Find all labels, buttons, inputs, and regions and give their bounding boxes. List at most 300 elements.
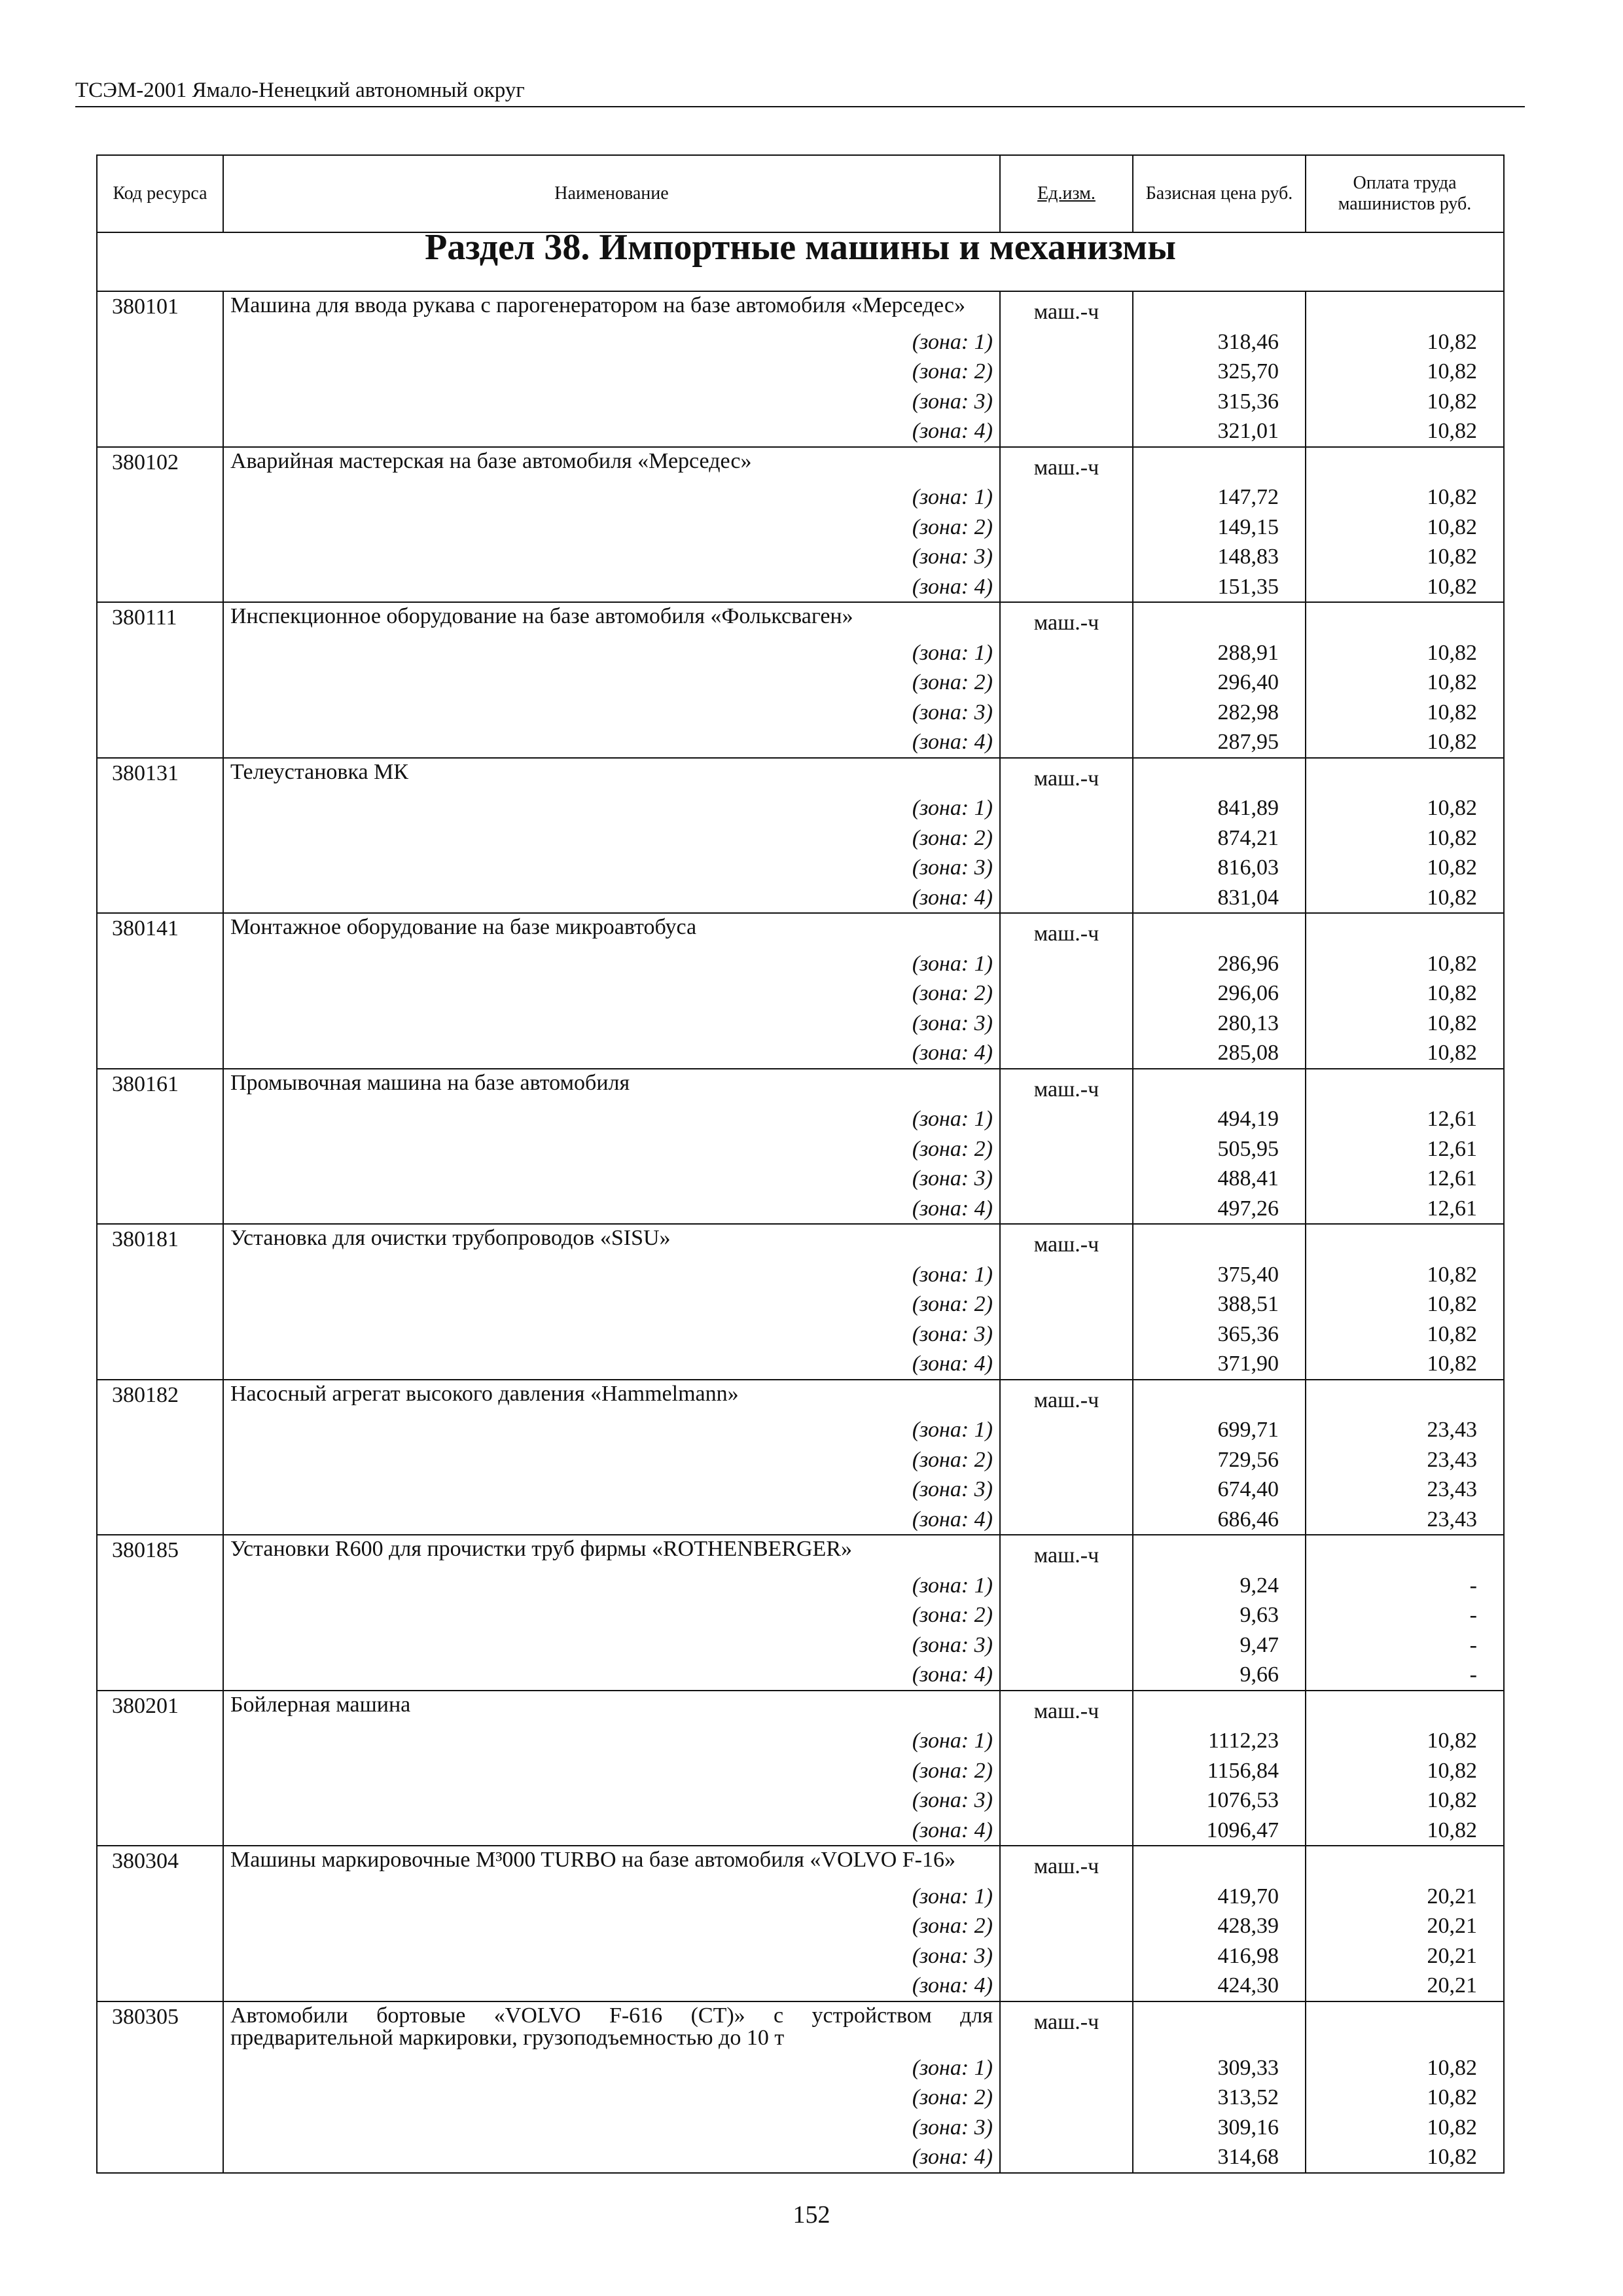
operator-pay: 10,82 [1306, 512, 1504, 543]
zone-code-empty [97, 2142, 223, 2173]
zone-code-empty [97, 1319, 223, 1350]
table-row [97, 1846, 1504, 1882]
base-price: 831,04 [1133, 883, 1306, 914]
resource-pay-empty [1306, 1069, 1504, 1105]
base-price: 296,40 [1133, 668, 1306, 698]
zone-row [97, 1260, 1504, 1290]
zone-label: (зона: 1) [223, 793, 1000, 823]
zone-code-empty [97, 357, 223, 387]
zone-code-empty [97, 482, 223, 512]
operator-pay: 20,21 [1306, 1911, 1504, 1941]
base-price: 149,15 [1133, 512, 1306, 543]
table-row [97, 913, 1504, 949]
zone-row [97, 1726, 1504, 1756]
resource-unit: маш.-ч [1000, 291, 1133, 327]
zone-code-empty [97, 1475, 223, 1505]
zone-code-empty [97, 823, 223, 853]
operator-pay: 10,82 [1306, 357, 1504, 387]
zone-label: (зона: 4) [223, 1194, 1000, 1225]
zone-row [97, 542, 1504, 572]
table-header [97, 155, 1504, 232]
zone-code-empty [97, 1785, 223, 1816]
zone-label: (зона: 1) [223, 1882, 1000, 1912]
resource-item [97, 1380, 1504, 1535]
zone-unit-empty [1000, 357, 1133, 387]
resource-name-cell [223, 291, 1000, 327]
zone-label: (зона: 4) [223, 572, 1000, 603]
zone-code-empty [97, 1415, 223, 1445]
operator-pay: 10,82 [1306, 1289, 1504, 1319]
zone-row [97, 2053, 1504, 2083]
zone-row [97, 1134, 1504, 1164]
zone-unit-empty [1000, 1571, 1133, 1601]
resource-price-empty [1133, 602, 1306, 638]
base-price: 9,66 [1133, 1660, 1306, 1691]
zone-unit-empty [1000, 2142, 1133, 2173]
zone-unit-empty [1000, 698, 1133, 728]
zone-label: (зона: 3) [223, 387, 1000, 417]
base-price: 280,13 [1133, 1009, 1306, 1039]
operator-pay: - [1306, 1660, 1504, 1691]
resource-name: Аварийная мастерская на базе автомобиля «Мерседес» [230, 448, 752, 473]
zone-code-empty [97, 1630, 223, 1660]
resource-name-cell [223, 1691, 1000, 1727]
zone-label: (зона: 1) [223, 1571, 1000, 1601]
table-row [97, 758, 1504, 794]
zone-label: (зона: 2) [223, 1134, 1000, 1164]
zone-unit-empty [1000, 1134, 1133, 1164]
zone-unit-empty [1000, 1349, 1133, 1380]
zone-label: (зона: 2) [223, 512, 1000, 543]
zone-label: (зона: 3) [223, 1785, 1000, 1816]
zone-label: (зона: 3) [223, 1630, 1000, 1660]
operator-pay: 10,82 [1306, 2142, 1504, 2173]
resource-pay-empty [1306, 1380, 1504, 1416]
operator-pay: 10,82 [1306, 416, 1504, 447]
resource-name: Установки R600 для прочистки труб фирмы «ROTHENBERGER» [230, 1537, 853, 1561]
base-price: 296,06 [1133, 978, 1306, 1009]
zone-row [97, 1816, 1504, 1846]
zone-label: (зона: 3) [223, 853, 1000, 883]
zone-code-empty [97, 2083, 223, 2113]
operator-pay: 10,82 [1306, 1349, 1504, 1380]
operator-pay: 10,82 [1306, 572, 1504, 603]
zone-row [97, 416, 1504, 447]
resource-price-empty [1133, 1380, 1306, 1416]
zone-code-empty [97, 1260, 223, 1290]
resource-pay-empty [1306, 1224, 1504, 1260]
zone-code-empty [97, 416, 223, 447]
zone-code-empty [97, 1349, 223, 1380]
zone-unit-empty [1000, 638, 1133, 668]
operator-pay: 10,82 [1306, 668, 1504, 698]
resource-name: Монтажное оборудование на базе микроавтобуса [230, 915, 697, 939]
resource-code: 380102 [97, 447, 223, 483]
resource-unit: маш.-ч [1000, 602, 1133, 638]
table-row [97, 447, 1504, 483]
resource-unit: маш.-ч [1000, 1846, 1133, 1882]
zone-row [97, 727, 1504, 758]
operator-pay: 10,82 [1306, 1816, 1504, 1846]
resource-unit: маш.-ч [1000, 447, 1133, 483]
resource-price-empty [1133, 758, 1306, 794]
resource-item [97, 291, 1504, 447]
table-row [97, 1069, 1504, 1105]
zone-code-empty [97, 327, 223, 357]
zone-label: (зона: 4) [223, 1505, 1000, 1535]
zone-label: (зона: 1) [223, 327, 1000, 357]
resource-unit: маш.-ч [1000, 1069, 1133, 1105]
operator-pay: 10,82 [1306, 978, 1504, 1009]
resource-pay-empty [1306, 1535, 1504, 1571]
base-price: 686,46 [1133, 1505, 1306, 1535]
zone-code-empty [97, 1505, 223, 1535]
zone-row [97, 949, 1504, 979]
resource-code: 380101 [97, 291, 223, 327]
zone-code-empty [97, 883, 223, 914]
operator-pay: 10,82 [1306, 387, 1504, 417]
column-header-price: Базисная цена руб. [1133, 155, 1306, 232]
zone-unit-empty [1000, 1505, 1133, 1535]
zone-code-empty [97, 512, 223, 543]
base-price: 428,39 [1133, 1911, 1306, 1941]
zone-row [97, 1971, 1504, 2001]
base-price: 419,70 [1133, 1882, 1306, 1912]
zone-code-empty [97, 1164, 223, 1194]
zone-code-empty [97, 542, 223, 572]
operator-pay: 20,21 [1306, 1941, 1504, 1971]
base-price: 488,41 [1133, 1164, 1306, 1194]
base-price: 841,89 [1133, 793, 1306, 823]
section-title: Раздел 38. Импортные машины и механизмы [97, 232, 1504, 291]
zone-unit-empty [1000, 1941, 1133, 1971]
resource-name-cell [223, 1535, 1000, 1571]
zone-row [97, 1941, 1504, 1971]
zone-code-empty [97, 1941, 223, 1971]
resource-name-cell [223, 913, 1000, 949]
zone-row [97, 853, 1504, 883]
zone-code-empty [97, 1816, 223, 1846]
resource-price-empty [1133, 1069, 1306, 1105]
resource-code: 380181 [97, 1224, 223, 1260]
zone-row [97, 1505, 1504, 1535]
resource-name-cell [223, 758, 1000, 794]
zone-unit-empty [1000, 1726, 1133, 1756]
zone-row [97, 978, 1504, 1009]
zone-row [97, 512, 1504, 543]
zone-row [97, 1475, 1504, 1505]
resource-pay-empty [1306, 1846, 1504, 1882]
resource-name-cell [223, 602, 1000, 638]
resource-name-cell [223, 1380, 1000, 1416]
zone-unit-empty [1000, 1971, 1133, 2001]
zone-code-empty [97, 1104, 223, 1134]
resource-name: Насосный агрегат высокого давления «Hammelmann» [230, 1381, 739, 1406]
zone-unit-empty [1000, 1289, 1133, 1319]
operator-pay: 10,82 [1306, 1785, 1504, 1816]
zone-row [97, 1349, 1504, 1380]
resource-unit: маш.-ч [1000, 913, 1133, 949]
zone-code-empty [97, 698, 223, 728]
resource-name-cell [223, 1224, 1000, 1260]
zone-label: (зона: 1) [223, 1726, 1000, 1756]
resource-code: 380304 [97, 1846, 223, 1882]
operator-pay: 10,82 [1306, 698, 1504, 728]
base-price: 424,30 [1133, 1971, 1306, 2001]
column-header-unit [1000, 155, 1133, 232]
base-price: 416,98 [1133, 1941, 1306, 1971]
resource-name-cell [223, 2001, 1000, 2053]
base-price: 286,96 [1133, 949, 1306, 979]
zone-label: (зона: 4) [223, 1816, 1000, 1846]
resource-code: 380182 [97, 1380, 223, 1416]
zone-label: (зона: 4) [223, 2142, 1000, 2173]
zone-row [97, 2083, 1504, 2113]
zone-code-empty [97, 1911, 223, 1941]
resource-pay-empty [1306, 1691, 1504, 1727]
zone-code-empty [97, 1571, 223, 1601]
resource-price-empty [1133, 913, 1306, 949]
base-price: 309,16 [1133, 2113, 1306, 2143]
page-number: 152 [793, 2201, 830, 2229]
base-price: 148,83 [1133, 542, 1306, 572]
zone-unit-empty [1000, 1816, 1133, 1846]
zone-label: (зона: 4) [223, 1349, 1000, 1380]
operator-pay: 12,61 [1306, 1134, 1504, 1164]
zone-unit-empty [1000, 1104, 1133, 1134]
table-row [97, 1535, 1504, 1571]
zone-row [97, 1445, 1504, 1475]
table-row [97, 1224, 1504, 1260]
zone-row [97, 1882, 1504, 1912]
column-header-unit-label: Ед.изм. [1037, 183, 1096, 204]
base-price: 494,19 [1133, 1104, 1306, 1134]
zone-label: (зона: 4) [223, 1038, 1000, 1069]
zone-code-empty [97, 1971, 223, 2001]
zone-label: (зона: 2) [223, 1756, 1000, 1786]
resource-name: Промывочная машина на базе автомобиля [230, 1070, 630, 1095]
zone-label: (зона: 4) [223, 883, 1000, 914]
zone-label: (зона: 2) [223, 357, 1000, 387]
zone-row [97, 1756, 1504, 1786]
base-price: 313,52 [1133, 2083, 1306, 2113]
resource-item [97, 1535, 1504, 1691]
zone-unit-empty [1000, 727, 1133, 758]
zone-code-empty [97, 572, 223, 603]
zone-unit-empty [1000, 1660, 1133, 1691]
operator-pay: 10,82 [1306, 727, 1504, 758]
resource-price-table [96, 154, 1505, 2174]
zone-unit-empty [1000, 1415, 1133, 1445]
zone-unit-empty [1000, 1009, 1133, 1039]
zone-code-empty [97, 387, 223, 417]
zone-row [97, 1785, 1504, 1816]
operator-pay: 10,82 [1306, 1038, 1504, 1069]
zone-code-empty [97, 793, 223, 823]
resource-name: Автомобили бортовые «VOLVO F-616 (CT)» с устройством для предварительной маркировки, грузоподъемностью до 10 т [230, 2003, 993, 2050]
resource-unit: маш.-ч [1000, 1691, 1133, 1727]
column-header-code: Код ресурса [97, 155, 223, 232]
operator-pay: - [1306, 1600, 1504, 1630]
operator-pay: 10,82 [1306, 1319, 1504, 1350]
resource-item [97, 2001, 1504, 2173]
zone-unit-empty [1000, 2053, 1133, 2083]
operator-pay: - [1306, 1571, 1504, 1601]
resource-item [97, 1691, 1504, 1846]
base-price: 315,36 [1133, 387, 1306, 417]
operator-pay: - [1306, 1630, 1504, 1660]
resource-name-cell [223, 1846, 1000, 1882]
zone-unit-empty [1000, 853, 1133, 883]
zone-label: (зона: 4) [223, 1971, 1000, 2001]
zone-unit-empty [1000, 542, 1133, 572]
resource-unit: маш.-ч [1000, 1535, 1133, 1571]
base-price: 1156,84 [1133, 1756, 1306, 1786]
zone-label: (зона: 2) [223, 978, 1000, 1009]
base-price: 371,90 [1133, 1349, 1306, 1380]
resource-code: 380185 [97, 1535, 223, 1571]
zone-unit-empty [1000, 2113, 1133, 2143]
base-price: 151,35 [1133, 572, 1306, 603]
zone-row [97, 823, 1504, 853]
resource-name: Установка для очистки трубопроводов «SISU» [230, 1226, 671, 1250]
zone-label: (зона: 2) [223, 823, 1000, 853]
zone-label: (зона: 1) [223, 1415, 1000, 1445]
resource-name: Телеустановка МК [230, 759, 408, 784]
zone-label: (зона: 3) [223, 542, 1000, 572]
table-row [97, 602, 1504, 638]
zone-label: (зона: 3) [223, 1164, 1000, 1194]
zone-unit-empty [1000, 978, 1133, 1009]
zone-unit-empty [1000, 482, 1133, 512]
base-price: 309,33 [1133, 2053, 1306, 2083]
zone-label: (зона: 2) [223, 1600, 1000, 1630]
zone-code-empty [97, 1726, 223, 1756]
zone-code-empty [97, 1194, 223, 1225]
operator-pay: 10,82 [1306, 823, 1504, 853]
zone-row [97, 1194, 1504, 1225]
zone-unit-empty [1000, 793, 1133, 823]
resource-item [97, 1069, 1504, 1225]
operator-pay: 10,82 [1306, 2053, 1504, 2083]
zone-row [97, 2113, 1504, 2143]
zone-row [97, 1660, 1504, 1691]
base-price: 288,91 [1133, 638, 1306, 668]
base-price: 9,47 [1133, 1630, 1306, 1660]
base-price: 874,21 [1133, 823, 1306, 853]
zone-row [97, 698, 1504, 728]
zone-row [97, 1415, 1504, 1445]
zone-unit-empty [1000, 1319, 1133, 1350]
base-price: 1076,53 [1133, 1785, 1306, 1816]
operator-pay: 10,82 [1306, 482, 1504, 512]
base-price: 816,03 [1133, 853, 1306, 883]
zone-label: (зона: 3) [223, 2113, 1000, 2143]
zone-unit-empty [1000, 1756, 1133, 1786]
operator-pay: 12,61 [1306, 1104, 1504, 1134]
zone-unit-empty [1000, 1038, 1133, 1069]
zone-label: (зона: 2) [223, 1911, 1000, 1941]
zone-label: (зона: 1) [223, 2053, 1000, 2083]
resource-code: 380305 [97, 2001, 223, 2053]
resource-price-empty [1133, 1224, 1306, 1260]
operator-pay: 12,61 [1306, 1164, 1504, 1194]
zone-row [97, 1289, 1504, 1319]
base-price: 729,56 [1133, 1445, 1306, 1475]
operator-pay: 10,82 [1306, 2113, 1504, 2143]
resource-name-cell [223, 447, 1000, 483]
zone-code-empty [97, 727, 223, 758]
resource-name-cell [223, 1069, 1000, 1105]
column-header-name: Наименование [223, 155, 1000, 232]
zone-code-empty [97, 1660, 223, 1691]
base-price: 321,01 [1133, 416, 1306, 447]
resource-code: 380131 [97, 758, 223, 794]
zone-row [97, 387, 1504, 417]
zone-row [97, 482, 1504, 512]
zone-unit-empty [1000, 2083, 1133, 2113]
base-price: 1096,47 [1133, 1816, 1306, 1846]
table-row [97, 291, 1504, 327]
zone-unit-empty [1000, 883, 1133, 914]
zone-label: (зона: 3) [223, 698, 1000, 728]
operator-pay: 10,82 [1306, 1260, 1504, 1290]
base-price: 282,98 [1133, 698, 1306, 728]
base-price: 388,51 [1133, 1289, 1306, 1319]
resource-pay-empty [1306, 913, 1504, 949]
zone-code-empty [97, 1756, 223, 1786]
resource-item [97, 1224, 1504, 1380]
zone-label: (зона: 1) [223, 949, 1000, 979]
zone-row [97, 1104, 1504, 1134]
base-price: 1112,23 [1133, 1726, 1306, 1756]
zone-unit-empty [1000, 1164, 1133, 1194]
resource-item [97, 758, 1504, 914]
zone-code-empty [97, 978, 223, 1009]
resource-name: Машина для ввода рукава с парогенератором на базе автомобиля «Мерседес» [230, 293, 965, 317]
base-price: 147,72 [1133, 482, 1306, 512]
operator-pay: 10,82 [1306, 638, 1504, 668]
zone-unit-empty [1000, 1911, 1133, 1941]
operator-pay: 20,21 [1306, 1882, 1504, 1912]
zone-code-empty [97, 668, 223, 698]
base-price: 285,08 [1133, 1038, 1306, 1069]
base-price: 365,36 [1133, 1319, 1306, 1350]
base-price: 505,95 [1133, 1134, 1306, 1164]
table-row [97, 1380, 1504, 1416]
zone-row [97, 1571, 1504, 1601]
resource-unit: маш.-ч [1000, 1224, 1133, 1260]
operator-pay: 10,82 [1306, 1756, 1504, 1786]
zone-row [97, 883, 1504, 914]
zone-row [97, 327, 1504, 357]
zone-code-empty [97, 1600, 223, 1630]
zone-unit-empty [1000, 1475, 1133, 1505]
resource-price-empty [1133, 1691, 1306, 1727]
zone-code-empty [97, 1445, 223, 1475]
zone-code-empty [97, 949, 223, 979]
zone-unit-empty [1000, 1600, 1133, 1630]
operator-pay: 10,82 [1306, 542, 1504, 572]
zone-code-empty [97, 1289, 223, 1319]
zone-label: (зона: 3) [223, 1319, 1000, 1350]
resource-code: 380141 [97, 913, 223, 949]
zone-row [97, 1911, 1504, 1941]
resource-name: Инспекционное оборудование на базе автомобиля «Фольксваген» [230, 604, 853, 628]
resource-code: 380161 [97, 1069, 223, 1105]
zone-label: (зона: 4) [223, 727, 1000, 758]
operator-pay: 10,82 [1306, 327, 1504, 357]
